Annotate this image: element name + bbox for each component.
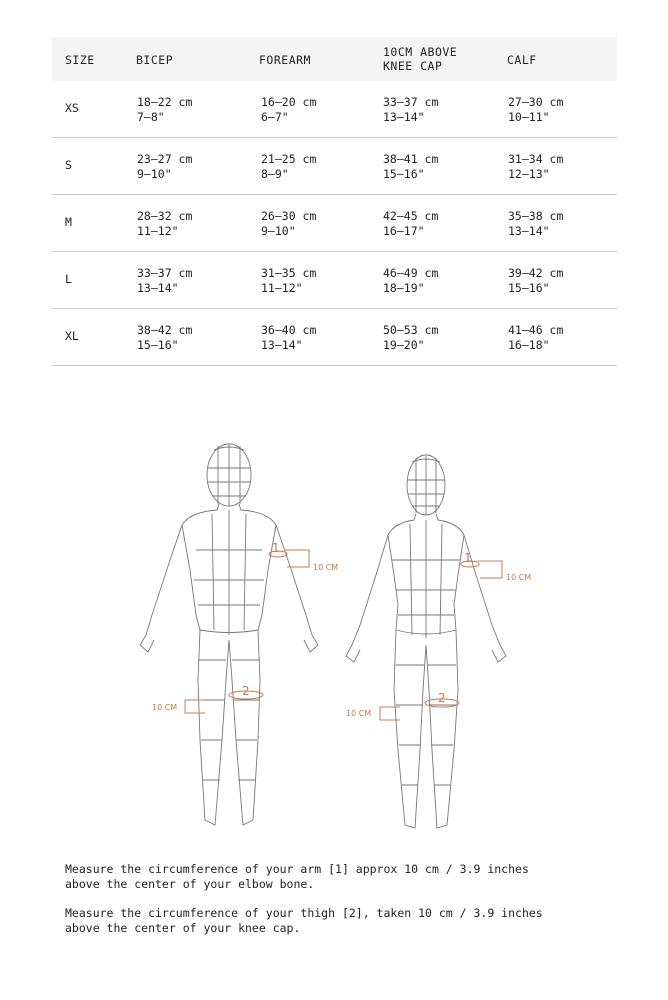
forearm-cm: 31–35 cm [261, 266, 317, 280]
size-cell: S [65, 158, 72, 172]
header-forearm: FOREARM [259, 53, 311, 67]
knee-cell [383, 323, 438, 353]
bicep-cell [137, 209, 192, 239]
header-knee: 10CM ABOVE KNEE CAP [383, 45, 458, 73]
male-figure [140, 444, 318, 825]
knee-cell [383, 209, 438, 239]
thigh-marker-female: 2 [438, 691, 446, 705]
header-size: SIZE [65, 53, 95, 67]
body-measurement-figures [0, 430, 668, 850]
bicep-cm: 33–37 cm [137, 266, 193, 280]
bicep-cell [137, 323, 192, 353]
size-cell: XS [65, 101, 79, 115]
forearm-inch: 8–9" [261, 167, 289, 181]
calf-inch: 15–16" [508, 281, 550, 295]
size-chart-table [52, 37, 617, 366]
arm-marker-male: 1 [272, 541, 280, 555]
calf-cell [508, 95, 563, 125]
thigh-marker-male: 2 [242, 684, 250, 698]
size-cell: XL [65, 329, 79, 343]
knee-cm: 38–41 cm [383, 152, 439, 166]
calf-cell [508, 323, 563, 353]
size-cell: L [65, 272, 72, 286]
forearm-inch: 13–14" [261, 338, 303, 352]
thigh-measure-label-male: 10 CM [152, 703, 178, 712]
calf-inch: 13–14" [508, 224, 550, 238]
bicep-cm: 38–42 cm [137, 323, 193, 337]
thigh-instruction: Measure the circumference of your thigh [2], taken 10 cm / 3.9 inches above the center of your knee cap. [65, 906, 543, 935]
forearm-cell [261, 323, 316, 353]
forearm-inch: 9–10" [261, 224, 296, 238]
bicep-cell [137, 266, 192, 296]
table-row [52, 138, 617, 195]
bicep-cm: 18–22 cm [137, 95, 193, 109]
forearm-cm: 26–30 cm [261, 209, 317, 223]
knee-cm: 50–53 cm [383, 323, 439, 337]
knee-cm: 33–37 cm [383, 95, 439, 109]
bicep-cell [137, 152, 192, 182]
calf-cm: 35–38 cm [508, 209, 564, 223]
knee-inch: 18–19" [383, 281, 425, 295]
bicep-cm: 23–27 cm [137, 152, 193, 166]
forearm-cm: 36–40 cm [261, 323, 317, 337]
bicep-inch: 15–16" [137, 338, 179, 352]
arm-measure-label-female: 10 CM [506, 573, 532, 582]
knee-cm: 46–49 cm [383, 266, 439, 280]
table-row [52, 81, 617, 138]
calf-cell [508, 152, 563, 182]
knee-cell [383, 152, 438, 182]
thigh-measure-label-female: 10 CM [346, 709, 372, 718]
female-figure [346, 455, 506, 828]
arm-marker-female: 1 [464, 551, 472, 565]
knee-cm: 42–45 cm [383, 209, 439, 223]
arm-instruction: Measure the circumference of your arm [1] approx 10 cm / 3.9 inches above the center of your elbow bone. [65, 862, 529, 891]
header-bicep: BICEP [136, 53, 174, 67]
calf-cell [508, 266, 563, 296]
table-row [52, 309, 617, 366]
forearm-cm: 21–25 cm [261, 152, 317, 166]
knee-inch: 19–20" [383, 338, 425, 352]
forearm-inch: 11–12" [261, 281, 303, 295]
bicep-cm: 28–32 cm [137, 209, 193, 223]
calf-cell [508, 209, 563, 239]
size-cell: M [65, 215, 72, 229]
calf-cm: 41–46 cm [508, 323, 564, 337]
knee-cell [383, 266, 438, 296]
table-row [52, 252, 617, 309]
bicep-cell [137, 95, 192, 125]
table-row [52, 195, 617, 252]
knee-inch: 13–14" [383, 110, 425, 124]
bicep-inch: 13–14" [137, 281, 179, 295]
calf-cm: 31–34 cm [508, 152, 564, 166]
arm-measure-label-male: 10 CM [313, 563, 339, 572]
forearm-cell [261, 152, 316, 182]
forearm-inch: 6–7" [261, 110, 289, 124]
knee-inch: 16–17" [383, 224, 425, 238]
calf-inch: 12–13" [508, 167, 550, 181]
header-calf: CALF [507, 53, 537, 67]
calf-cm: 27–30 cm [508, 95, 564, 109]
bicep-inch: 9–10" [137, 167, 172, 181]
knee-cell [383, 95, 438, 125]
forearm-cell [261, 209, 316, 239]
knee-inch: 15–16" [383, 167, 425, 181]
calf-inch: 10–11" [508, 110, 550, 124]
forearm-cell [261, 266, 316, 296]
forearm-cell [261, 95, 316, 125]
calf-inch: 16–18" [508, 338, 550, 352]
calf-cm: 39–42 cm [508, 266, 564, 280]
bicep-inch: 11–12" [137, 224, 179, 238]
bicep-inch: 7–8" [137, 110, 165, 124]
forearm-cm: 16–20 cm [261, 95, 317, 109]
table-header [52, 37, 617, 81]
